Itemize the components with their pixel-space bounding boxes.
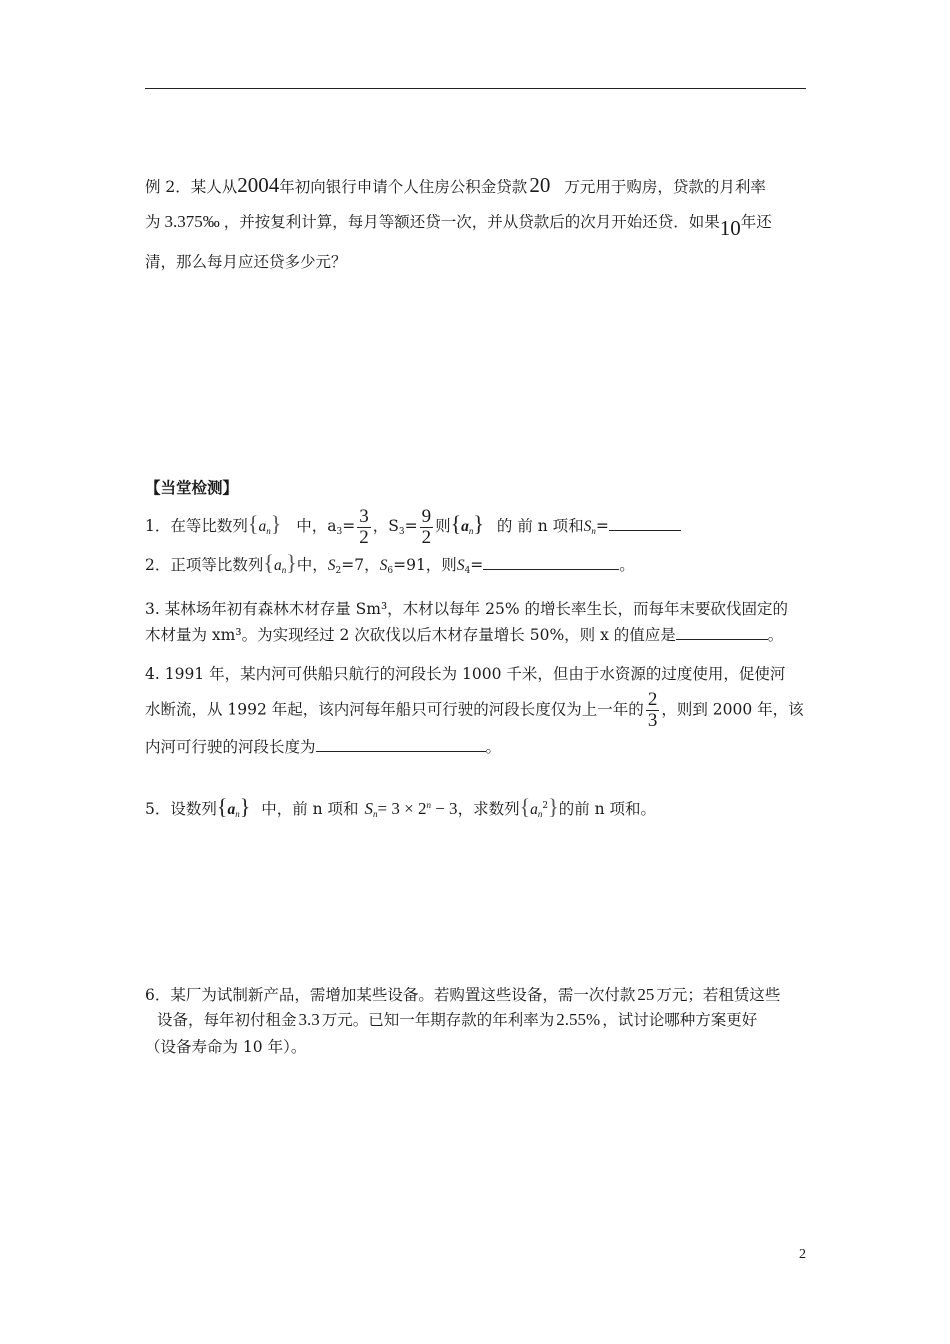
- question-6-line-1: 6．某厂为试制新产品，需增加某些设备。若购置这些设备，需一次付款 25 万元；若租赁这些: [145, 985, 781, 1004]
- answer-blank-2[interactable]: [483, 555, 619, 570]
- fraction-9-2: $\frac{9}{2}$: [421, 505, 432, 548]
- fraction-3-2: $\frac{3}{2}$: [359, 505, 369, 548]
- question-3-line-2: 木材量为 xm³。为实现经过 2 次砍伐以后木材存量增长 50%，则 x 的值应是 。: [145, 626, 784, 644]
- question-4-line-1: 4. 1991 年，某内河可供船只航行的河段长为 1000 千米，但由于水资源的过度使用，促使河: [145, 665, 786, 683]
- question-1: 1．在等比数列$\{a_n\}$ 中，$a_3=$ $\frac{3}{2}$ ，$S_3=$ $\frac{9}{2}$ 则$\{a_n\}$ 的 前 n 项和$S_n=$: [145, 505, 681, 551]
- example-2-line-2: 为 3.375‰ ，并按复利计算，每月等额还贷一次，并从贷款后的次月开始还贷．如果10年还: [145, 212, 772, 240]
- page-number: 2: [799, 1247, 806, 1262]
- fraction-2-3: $\frac{2}{3}$: [647, 689, 658, 731]
- question-2: 2．正项等比数列$\{a_n\}$中，$S_2=7$，$S_6=91$，则$S_4=$ 。: [145, 550, 635, 576]
- question-3-line-1: 3. 某林场年初有森林木材存量 Sm³，木材以每年 25% 的增长率生长，而每年末要砍伐固定的: [145, 600, 788, 618]
- answer-blank-1[interactable]: [609, 516, 681, 531]
- answer-blank-3[interactable]: [676, 625, 768, 640]
- question-4-line-2: 水断流，从 1992 年起，该内河每年船只可行驶的河段长度仅为上一年的 $\frac{2}{3}$ ，则到 2000 年，该: [145, 689, 804, 731]
- section-title: 【当堂检测】: [145, 478, 239, 497]
- answer-blank-4[interactable]: [316, 737, 486, 752]
- example-2-line-1: 例 2．某人从2004年初向银行申请个人住房公积金贷款20 万元用于购房，贷款的月利率: [145, 173, 766, 197]
- question-4-line-3: 内河可行驶的河段长度为 。: [145, 738, 502, 756]
- header-rule: [145, 88, 806, 89]
- question-6-line-3: （设备寿命为 10 年）。: [145, 1038, 307, 1056]
- question-6-line-2: 设备，每年初付租金 3.3 万元。已知一年期存款的年利率为 2.55% ，试讨论哪种方案更好: [157, 1010, 758, 1029]
- question-5: 5．设数列$\{a_n\}$ 中，前 n 项和 $S_n= 3 \times 2^n - 3$，求数列$\{a_n^2\}$的前 n 项和。: [145, 794, 657, 819]
- example-2-line-3: 清，那么每月应还贷多少元？: [145, 253, 347, 271]
